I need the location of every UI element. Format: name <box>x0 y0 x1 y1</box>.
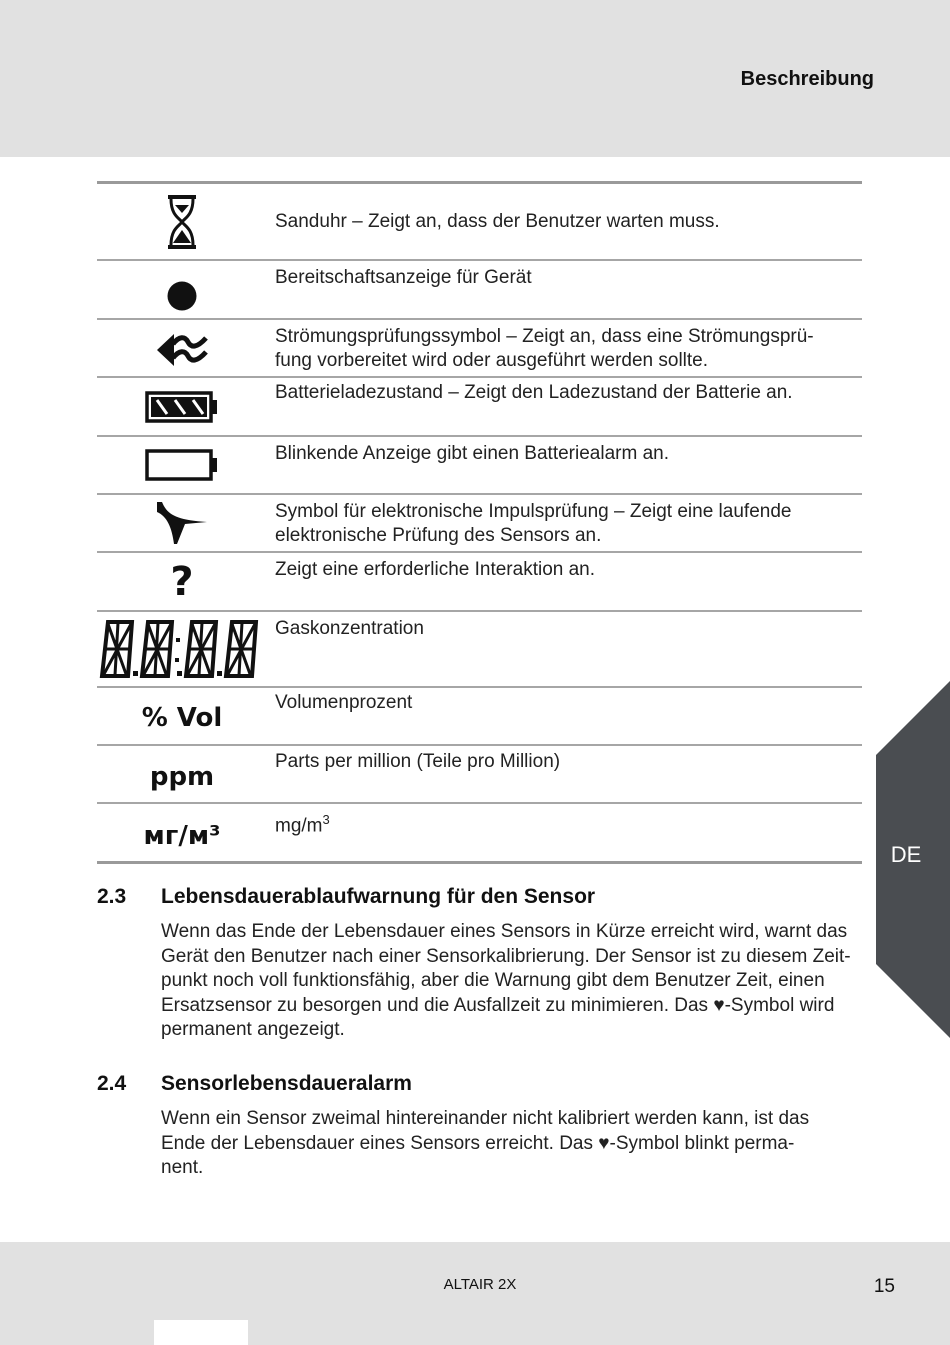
symbol-row-hourglass <box>97 184 862 261</box>
symbol-description: Strömungsprüfungssymbol – Zeigt an, dass eine Strömungsprü- fung vorbereitet wird oder ausgeführt werden sollte. <box>275 326 814 371</box>
hourglass-icon <box>97 184 267 259</box>
footer-strip <box>154 1320 248 1345</box>
question-mark-icon: ? <box>170 558 194 605</box>
section-heading: Lebensdauerablaufwarnung für den Sensor <box>161 885 596 908</box>
footer-product-name: ALTAIR 2X <box>443 1276 517 1293</box>
symbol-table <box>97 181 862 864</box>
section-number: 2.4 <box>97 1072 127 1095</box>
segment-display-icon <box>97 612 267 686</box>
standby-dot-icon <box>97 261 267 318</box>
symbol-description: Parts per million (Teile pro Million) <box>275 751 561 772</box>
symbol-description: Symbol für elektronische Impulsprüfung – Zeigt eine laufende elektronische Prüfung des Sensors an. <box>275 501 792 546</box>
symbol-row-gas-concentration <box>97 612 862 688</box>
symbol-row-battery-empty <box>97 437 862 495</box>
section-title: Beschreibung <box>740 68 874 90</box>
section-heading: Sensorlebensdaueralarm <box>161 1072 412 1095</box>
symbol-description: Zeigt eine erforderliche Interaktion an. <box>275 559 596 580</box>
symbol-description: $mg/m^3$ <box>275 812 330 837</box>
battery-full-icon <box>97 378 267 435</box>
battery-empty-icon <box>97 437 267 493</box>
symbol-row-standby <box>97 261 862 320</box>
section-number: 2.3 <box>97 885 127 908</box>
page-number: 15 <box>873 1276 895 1297</box>
symbol-description: Bereitschaftsanzeige für Gerät <box>275 267 532 288</box>
symbol-description: Batterieladezustand – Zeigt den Ladezustand der Batterie an. <box>275 382 793 403</box>
symbol-row-percent-vol <box>97 688 862 746</box>
symbol-description: Gaskonzentration <box>275 618 424 639</box>
symbol-description: Volumenprozent <box>275 692 413 713</box>
mg-m3-icon: мг/м³ <box>143 820 221 851</box>
section-paragraph: Wenn ein Sensor zweimal hintereinander nicht kalibriert werden kann, ist das Ende der Lebensdauer eines Sensors erreicht. Das ♥-Symbol blinkt perma- nent. <box>161 1108 810 1178</box>
footer-band <box>0 1242 950 1345</box>
percent-vol-icon: % Vol <box>141 703 223 733</box>
symbol-row-battery-full <box>97 378 862 437</box>
symbol-row-mg-m3 <box>97 804 862 864</box>
symbol-description: Sanduhr – Zeigt an, dass der Benutzer warten muss. <box>275 211 720 232</box>
language-label: DE <box>890 842 922 867</box>
symbol-description: Blinkende Anzeige gibt einen Batteriealarm an. <box>275 443 669 464</box>
symbol-row-question <box>97 553 862 612</box>
ppm-icon: ppm <box>149 762 215 792</box>
section-paragraph: Wenn das Ende der Lebensdauer eines Sensors in Kürze erreicht wird, warnt das Gerät den Benutzer nach einer Sensorkalibrierung. Der Sensor ist zu diesem Zeit- punkt noch voll funktionsfähig, aber die Warnung gibt dem Benutzer Zeit, einen Ersatzsensor zu besorgen und die Ausfallzeit zu minimieren. Das ♥-Symbol wird permanent angezeigt. <box>161 921 851 1040</box>
symbol-row-bump-test <box>97 495 862 553</box>
symbol-row-flow-check <box>97 320 862 378</box>
symbol-row-ppm <box>97 746 862 804</box>
flow-check-icon <box>97 320 267 376</box>
bump-test-icon <box>97 495 267 551</box>
